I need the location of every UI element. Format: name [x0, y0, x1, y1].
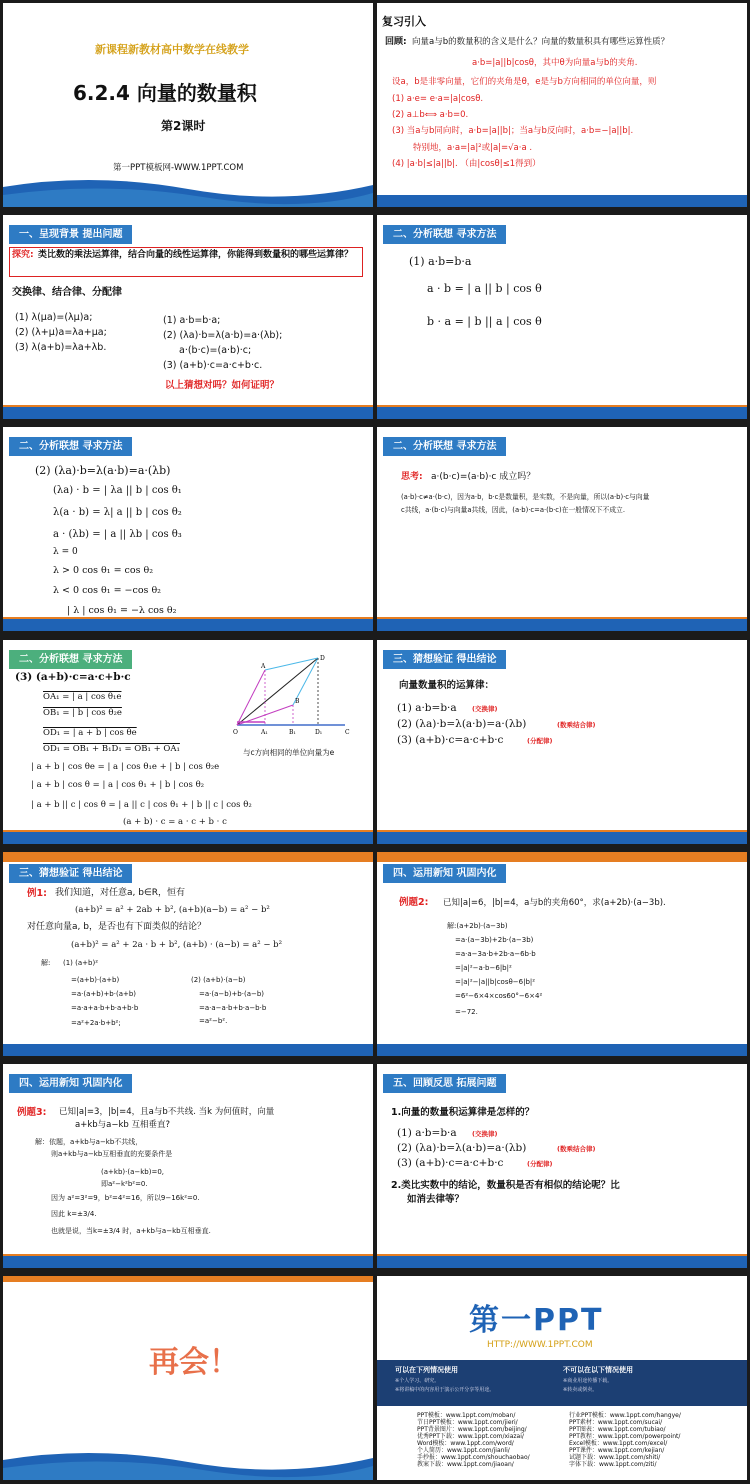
slide-example1[interactable] [3, 852, 373, 1056]
law-line: (3) (a+b)·c=a·c+b·c [397, 1157, 504, 1169]
page-title: 6.2.4 向量的数量积 [73, 81, 257, 105]
slide-review-reflect[interactable] [377, 1064, 747, 1268]
bottom-bar [377, 407, 747, 419]
sol-line: =a·a−3a·b+2b·a−6b·b [455, 950, 536, 958]
point-label: A [261, 663, 266, 670]
top-bar [3, 1276, 373, 1282]
left-law: (3) λ(a+b)=λa+λb. [15, 342, 107, 353]
sol-line: =6²−6×4×cos60°−6×4² [455, 992, 543, 1000]
section-tag: 二、分析联想 寻求方法 [383, 225, 506, 244]
section-tag: 二、分析联想 寻求方法 [9, 437, 132, 456]
promo-url: HTTP://WWW.1PPT.COM [487, 1340, 593, 1350]
reflect-question: 2.类比实数中的结论，数量积是否有相似的结论呢？比 [391, 1180, 620, 1191]
law-line: (3) (a+b)·c=a·c+b·c [397, 734, 504, 746]
cannot-item: ※商业用途传播下载。 [563, 1378, 613, 1384]
sol-line: =−72. [455, 1008, 478, 1016]
proof-line: a · (λb) = | a || λb | cos θ₃ [53, 529, 182, 540]
promo-link[interactable]: Word模板：www.1ppt.com/word/ [417, 1440, 514, 1447]
promo-link[interactable]: Excel模板：www.1ppt.com/excel/ [569, 1440, 668, 1447]
proof-line: | a + b | cos θ = | a | cos θ₁ + | b | cos θ₂ [31, 780, 205, 790]
slide-goodbye[interactable] [3, 1276, 373, 1480]
point-label: A₁ [261, 729, 268, 736]
section-tag: 五、回顾反思 拓展问题 [383, 1074, 506, 1093]
point-label: B [295, 698, 300, 705]
explore-text: 类比数的乘法运算律，结合向量的线性运算律，你能得到数量积的哪些运算律？ [38, 250, 354, 260]
law-note: (交换律) [472, 1130, 498, 1138]
reflect-question: 1.向量的数量积运算律是怎样的？ [391, 1107, 535, 1118]
law-line: (1) a·b=b·a [409, 255, 472, 268]
sol-line: (1) (a+b)² [63, 959, 99, 967]
promo-link[interactable]: 手抄报：www.1ppt.com/shouchaobao/ [417, 1454, 530, 1461]
example-text: 已知|a|=6，|b|=4，a与b的夹角60°，求(a+2b)·(a−3b). [443, 898, 666, 908]
point-label: B₁ [289, 729, 296, 736]
promo-link[interactable]: 行业PPT模板：www.1ppt.com/hangye/ [569, 1412, 681, 1419]
think-label: 思考: [401, 472, 423, 482]
left-law: (2) (λ+μ)a=λa+μa; [15, 327, 107, 338]
slide-conclusion[interactable] [377, 640, 747, 844]
top-bar [377, 852, 747, 862]
point-label: C [345, 729, 350, 736]
promo-link[interactable]: PPT教程：www.1ppt.com/powerpoint/ [569, 1433, 681, 1440]
sol-line: (2) (a+b)·(a−b) [191, 976, 246, 984]
slide-ppt-promo[interactable] [377, 1276, 747, 1480]
proof-line: λ < 0 cos θ₁ = −cos θ₂ [53, 585, 161, 596]
law-note: (交换律) [472, 705, 498, 713]
proof-line: OB₁ = | b | cos θ₂e [43, 708, 122, 718]
proof-line: (2) (λa)·b=λ(a·b)=a·(λb) [35, 464, 171, 477]
slide-example3[interactable] [3, 1064, 373, 1268]
proof-line: | λ | cos θ₁ = −λ cos θ₂ [67, 605, 177, 616]
example-text: 我们知道，对任意a, b∈R，恒有 [55, 888, 186, 898]
bottom-bar [377, 1256, 747, 1268]
bottom-bar [3, 832, 373, 844]
bottom-bar [3, 1044, 373, 1056]
think-answer: (a·b)·c≠a·(b·c)，因为a·b，b·c是数量积，是实数，不是向量，所以(a·b)·c与向量 [401, 493, 650, 501]
example-text: a+kb与a−kb 互相垂直? [75, 1120, 171, 1130]
sol-line: =(a+b)·(a+b) [71, 976, 120, 984]
sol-line: 因为 a²=3²=9，b²=4²=16，所以9−16k²=0. [51, 1194, 200, 1202]
review-line: a·b=|a||b|cosθ，其中θ为向量a与b的夹角. [472, 58, 638, 68]
promo-banner [377, 1360, 747, 1406]
section-tag: 一、呈现背景 提出问题 [9, 225, 132, 244]
law-line: (1) a·b=b·a [397, 1127, 457, 1139]
question-text: 以上猜想对吗？如何证明？ [165, 380, 280, 391]
proof-line: | a + b | cos θe = | a | cos θ₁e + | b | cos θ₂e [31, 762, 220, 772]
section-tag: 三、猜想验证 得出结论 [9, 864, 132, 883]
law-note: (数乘结合律) [557, 1145, 596, 1153]
review-line: 设a，b是非零向量，它们的夹角是θ，e是与b方向相同的单位向量，则 [392, 77, 657, 87]
promo-link[interactable]: 优秀PPT下载：www.1ppt.com/xiazai/ [417, 1433, 524, 1440]
sol-line: =a²+2a·b+b²; [71, 1019, 121, 1027]
bottom-bar [377, 832, 747, 844]
point-label: D₁ [315, 729, 323, 736]
example-label: 例题2: [399, 897, 429, 908]
sol-line: =a·(a−3b)+2b·(a−3b) [455, 936, 534, 944]
cannot-heading: 不可以在以下情况使用 [563, 1366, 633, 1374]
bottom-bar [377, 1044, 747, 1056]
sol-line: 即a²−k²b²=0. [101, 1180, 148, 1188]
law-line: (2) (λa)·b=λ(a·b)=a·(λb) [397, 718, 527, 730]
section-tag: 四、运用新知 巩固内化 [9, 1074, 132, 1093]
promo-link[interactable]: PPT素材：www.1ppt.com/sucai/ [569, 1419, 663, 1426]
promo-link[interactable]: PPT背景图片：www.1ppt.com/beijing/ [417, 1426, 527, 1433]
cannot-item: ※转卖或倒卖。 [563, 1387, 598, 1393]
law-note: (分配律) [527, 1160, 553, 1168]
sol-line: 则a+kb与a−kb互相垂直的充要条件是 [51, 1150, 173, 1158]
proof-line: OD₁ = | a + b | cos θe [43, 728, 137, 738]
slide-explore[interactable] [3, 215, 373, 419]
point-label: O [233, 729, 238, 736]
proof-line: (a + b) · c = a · c + b · c [123, 817, 227, 827]
section-tag: 三、猜想验证 得出结论 [383, 650, 506, 669]
sol-line: =a·a−a·b+b·a−b·b [199, 1004, 267, 1012]
review-line: 特别地，a·a=|a|²或|a|=√a·a . [413, 143, 533, 153]
section-tag: 二、分析联想 寻求方法 [9, 650, 132, 669]
proof-line: OD₁ = OB₁ + B₁D₁ = OB₁ + OA₁ [43, 744, 180, 754]
review-line: (2) a⊥b⟺ a·b=0. [392, 110, 469, 120]
law-note: (分配律) [527, 737, 553, 745]
can-item: ※个人学习、研究。 [395, 1378, 440, 1384]
section-tag: 四、运用新知 巩固内化 [383, 864, 506, 883]
think-question: a·(b·c)=(a·b)·c 成立吗？ [431, 472, 536, 482]
sol-line: 解:(a+2b)·(a−3b) [447, 922, 508, 930]
law-line: b · a = | b || a | cos θ [427, 315, 542, 328]
bottom-bar [377, 619, 747, 631]
sol-line: =|a|²−|a||b|cosθ−6|b|² [455, 978, 536, 986]
law-line: (2) (λa)·b=λ(a·b)=a·(λb) [397, 1142, 527, 1154]
bottom-bar [377, 195, 747, 207]
slide-distributive[interactable] [3, 640, 373, 844]
point-label: D [320, 655, 325, 662]
law-line: (1) a·b=b·a [397, 702, 457, 714]
review-line: (4) |a·b|≤|a||b|. （由|cosθ|≤1得到） [392, 159, 541, 169]
law-line: a · b = | a || b | cos θ [427, 282, 542, 295]
proof-line: λ(a · b) = λ| a || b | cos θ₂ [53, 507, 182, 518]
sol-line: =a²−b². [199, 1017, 228, 1025]
review-label: 回顾: [385, 37, 407, 47]
reflect-question: 如消去律等？ [407, 1194, 465, 1205]
example-text: 已知|a|=3，|b|=4，且a与b不共线. 当k 为何值时，向量 [59, 1107, 275, 1117]
lesson-label: 第2课时 [161, 119, 206, 133]
proof-line: | a + b || c | cos θ = | a || c | cos θ₁ + | b || c | cos θ₂ [31, 800, 252, 810]
laws-intro: 向量数量积的运算律： [399, 680, 495, 691]
proof-head: (3) (a+b)·c=a·c+b·c [15, 671, 131, 683]
vector-diagram [233, 650, 353, 740]
review-question: 向量a与b的数量积的含义是什么？向量的数量积具有哪些运算性质？ [412, 37, 670, 47]
right-law: a·(b·c)=(a·b)·c; [179, 345, 252, 356]
bottom-bar [3, 619, 373, 631]
promo-link[interactable]: PPT图表：www.1ppt.com/tubiao/ [569, 1426, 666, 1433]
slide-wave-decoration [3, 1440, 373, 1480]
slide-associative[interactable] [3, 427, 373, 631]
review-line: (3) 当a与b同向时，a·b=|a||b|；当a与b反向时，a·b=−|a||b|. [392, 126, 634, 136]
promo-link[interactable]: PPT课件：www.1ppt.com/kejian/ [569, 1447, 665, 1454]
sol-line: =a·(a+b)+b·(a+b) [71, 990, 137, 998]
top-bar [3, 852, 373, 862]
proof-line: λ = 0 [53, 547, 78, 557]
review-heading: 复习引入 [382, 15, 426, 28]
proof-line: OA₁ = | a | cos θ₁e [43, 692, 122, 702]
promo-link[interactable]: 试题下载：www.1ppt.com/shiti/ [569, 1454, 661, 1461]
right-law: (2) (λa)·b=λ(a·b)=a·(λb); [163, 330, 283, 341]
sol-line: (a+kb)·(a−kb)=0, [101, 1168, 164, 1176]
right-law: (1) a·b=b·a; [163, 315, 221, 326]
section-tag: 二、分析联想 寻求方法 [383, 437, 506, 456]
bottom-bar [3, 407, 373, 419]
explore-label: 探究: [12, 250, 34, 260]
example-text: (a+b)² = a² + 2ab + b², (a+b)(a−b) = a² − b² [75, 905, 270, 915]
laws-label: 交换律、结合律、分配律 [12, 287, 122, 298]
brand-title: 新课程新教材高中数学在线教学 [95, 43, 249, 56]
example-label: 例1: [27, 888, 47, 899]
slide-review[interactable] [377, 3, 747, 207]
sol-line: 因此 k=±3/4. [51, 1210, 97, 1218]
think-answer: c共线，a·(b·c)与向量a共线，因此，(a·b)·c=a·(b·c)在一般情况下不成立. [401, 506, 626, 514]
promo-logo: 第一PPT [469, 1303, 604, 1338]
left-law: (1) λ(μa)=(λμ)a; [15, 312, 93, 323]
sol-line: 也就是说，当k=±3/4 时，a+kb与a−kb互相垂直. [51, 1227, 211, 1235]
solution-label: 解: [41, 959, 51, 967]
promo-link[interactable]: 节日PPT模板：www.1ppt.com/jieri/ [417, 1419, 518, 1426]
bottom-bar [3, 1256, 373, 1268]
right-law: (3) (a+b)·c=a·c+b·c. [163, 360, 263, 371]
sol-line: 解：依题，a+kb与a−kb不共线， [35, 1138, 143, 1146]
example-text: 对任意向量a, b，是否也有下面类似的结论？ [27, 922, 206, 932]
example-label: 例题3: [17, 1107, 47, 1118]
goodbye-text: 再会！ [149, 1345, 239, 1380]
can-heading: 可以在下列情况使用 [395, 1366, 458, 1374]
site-label: 第一PPT模板网-WWW.1PPT.COM [113, 163, 244, 173]
can-item: ※将讲稿中的内容用于演示公开分享等用途。 [395, 1387, 495, 1393]
diagram-caption: 与c方向相同的单位向量为e [243, 748, 335, 757]
sol-line: =|a|²−a·b−6|b|² [455, 964, 512, 972]
sol-line: =a·a+a·b+b·a+b·b [71, 1004, 139, 1012]
proof-line: λ > 0 cos θ₁ = cos θ₂ [53, 565, 154, 576]
review-line: (1) a·e= e·a=|a|cosθ. [392, 94, 484, 104]
promo-link[interactable]: 教案下载：www.1ppt.com/jiaoan/ [417, 1461, 514, 1468]
slide-title[interactable] [3, 3, 373, 207]
promo-link[interactable]: 字体下载：www.1ppt.com/ziti/ [569, 1461, 657, 1468]
sol-line: =a·(a−b)+b·(a−b) [199, 990, 265, 998]
promo-link[interactable]: PPT模板：www.1ppt.com/moban/ [417, 1412, 516, 1419]
example-text: (a+b)² = a² + 2a · b + b², (a+b) · (a−b) = a² − b² [71, 940, 283, 950]
slide-example2[interactable] [377, 852, 747, 1056]
law-note: (数乘结合律) [557, 721, 596, 729]
slide-think[interactable] [377, 427, 747, 631]
proof-line: (λa) · b = | λa || b | cos θ₁ [53, 485, 182, 496]
promo-link[interactable]: 个人简历：www.1ppt.com/jianli/ [417, 1447, 510, 1454]
slide-commutative[interactable] [377, 215, 747, 419]
